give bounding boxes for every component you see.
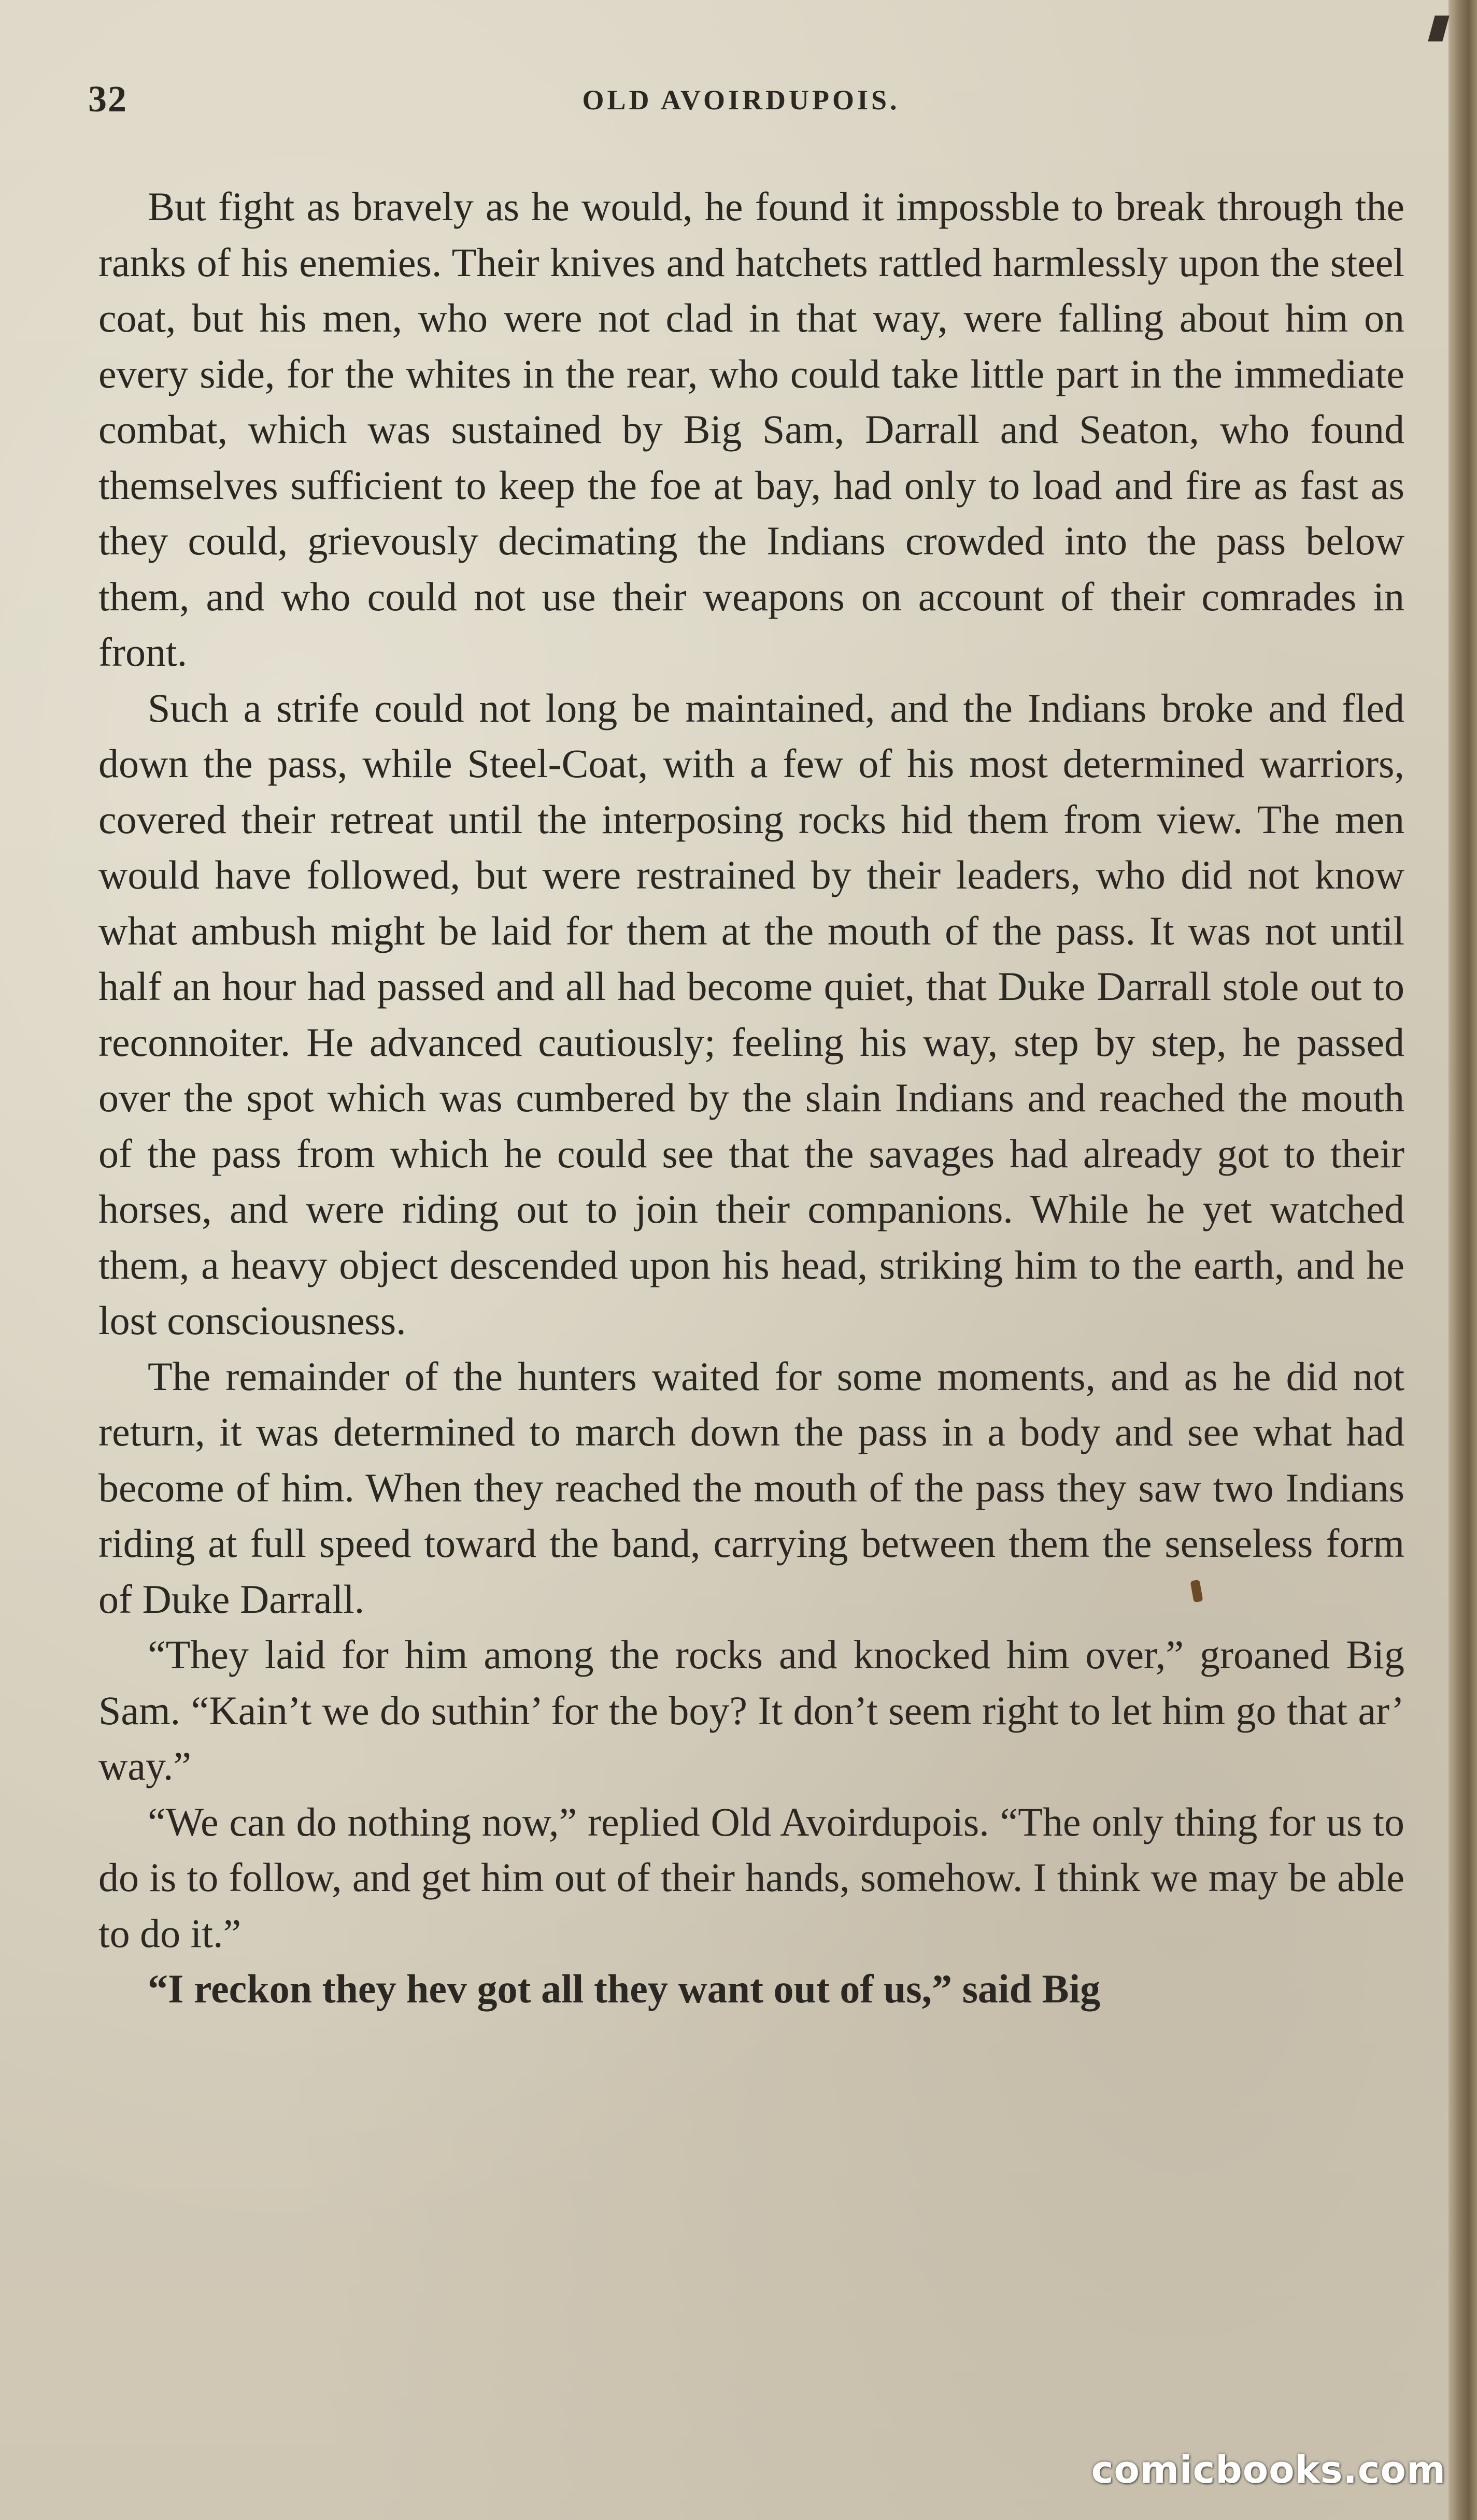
paragraph: But fight as bravely as he would, he found it impossble to break through the ranks of his enemies. Their knives and hatchets rattled harmlessly upon the steel coat, but his men, who were not clad in that way, were falling about him on every side, for the whites in the rear, who could take little part in the immediate combat, which was sustained by Big Sam, Darrall and Seaton, who found themselves sufficient to keep the foe at bay, had only to load and fire as fast as they could, grievously decimating the Indians crowded into the pass below them, and who could not use their weapons on account of their comrades in front. <box>98 184 1404 675</box>
paragraph: The remainder of the hunters waited for some moments, and as he did not return, it was determined to march down the pass in a body and see what had become of him. When they reached the mouth of the pass they saw two Indians riding at full speed toward the band, carrying between them the senseless form of Duke Darrall. <box>98 1353 1404 1622</box>
paragraph: Such a strife could not long be maintained, and the Indians broke and fled down the pass, while Steel-Coat, with a few of his most determined warriors, covered their retreat until the interposing rocks hid them from view. The men would have followed, but were restrained by their leaders, who did not know what ambush might be laid for them at the mouth of the pass. It was not until half an hour had passed and all had become quiet, that Duke Darrall stole out to reconnoiter. He advanced cautiously; feeling his way, step by step, he passed over the spot which was cumbered by the slain Indians and reached the mouth of the pass from which he could see that the savages had already got to their horses, and were riding out to join their companions. While he yet watched them, a heavy object descended upon his head, striking him to the earth, and he lost consciousness. <box>98 685 1404 1343</box>
paragraph: “They laid for him among the rocks and knocked him over,” groaned Big Sam. “Kain’t we do suthin’ for the boy? It don’t seem right to let him go that ar’ way.” <box>98 1632 1404 1788</box>
paragraph: “I reckon they hev got all they want out of us,” said Big <box>148 1966 1101 2011</box>
running-title: OLD AVOIRDUPOIS. <box>582 84 900 116</box>
bookmark-tab <box>1428 16 1449 41</box>
paragraph: “We can do nothing now,” replied Old Avoirdupois. “The only thing for us to do is to follow, and get him out of their hands, somehow. I think we may be able to do it.” <box>98 1799 1404 1956</box>
page-number: 32 <box>88 78 127 120</box>
page-binding-edge <box>1448 0 1477 2520</box>
page-header <box>88 78 1394 124</box>
watermark: comicbooks.com <box>1091 2448 1446 2492</box>
body-text <box>98 179 1404 2017</box>
